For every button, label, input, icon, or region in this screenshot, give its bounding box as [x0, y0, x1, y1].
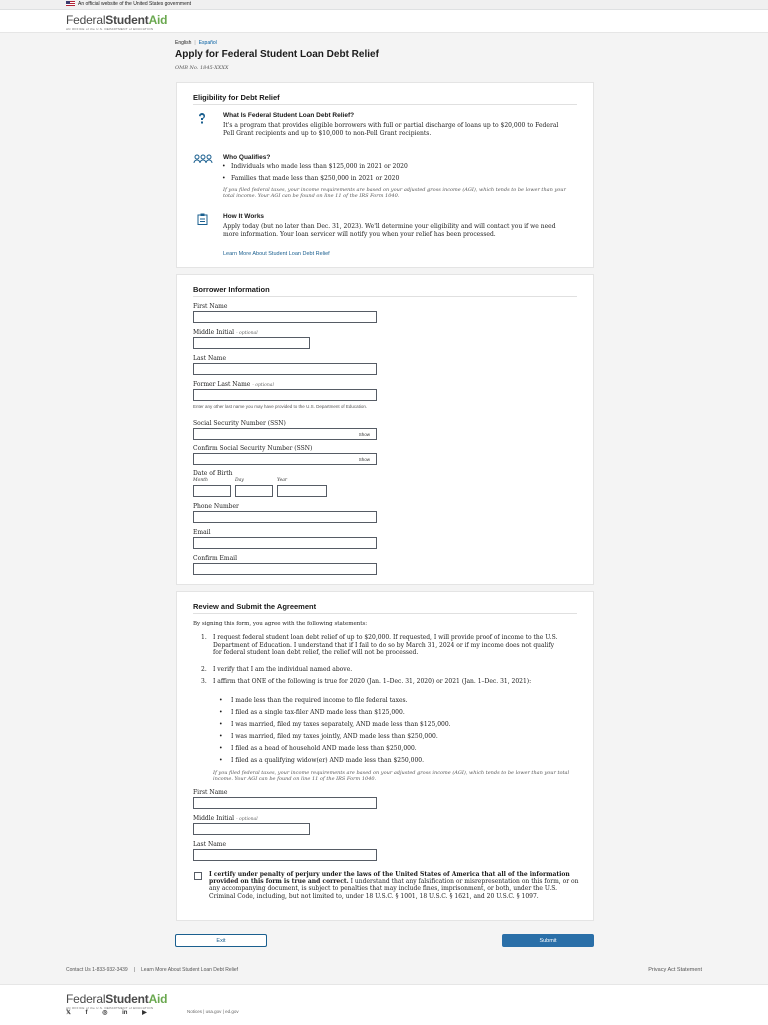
how-heading: How It Works: [223, 213, 265, 220]
review-note: If you filed federal taxes, your income requirements are based on your adjusted gross income (AGI), which tends to be lower than your total income. Your AGI can be found on line 11 of the IRS Form 1040.: [213, 770, 570, 782]
sign-last-name-input[interactable]: [193, 849, 377, 861]
clipboard-icon: [195, 213, 209, 225]
email-input[interactable]: [193, 537, 377, 549]
youtube-icon[interactable]: ▶: [142, 1010, 147, 1016]
year-input[interactable]: [277, 485, 327, 497]
logo-subtitle: AN OFFICE of the U.S. DEPARTMENT of EDUCATION: [66, 27, 154, 31]
affirm-item: • I filed as a single tax-filer AND made less than $125,000.: [231, 709, 405, 716]
linkedin-icon[interactable]: in: [122, 1010, 128, 1016]
footer-logo-subtitle: AN OFFICE of the U.S. DEPARTMENT of EDUCATION: [66, 1006, 154, 1010]
review-card: [176, 591, 594, 921]
ssn-input[interactable]: [193, 428, 377, 440]
footer-learn-link[interactable]: Learn More About Student Loan Debt Relief: [141, 967, 239, 973]
review-intro: By signing this form, you agree with the following statements:: [193, 621, 368, 627]
ssn-label: Social Security Number (SSN): [193, 420, 286, 427]
statement-3: 3. I affirm that ONE of the following is true for 2020 (Jan. 1–Dec. 31, 2020) or 2021 (Jan. 1–Dec. 31, 2021):: [201, 678, 532, 685]
who-item: • Individuals who made less than $125,000 in 2021 or 2020: [231, 163, 408, 170]
email-label: Email: [193, 529, 211, 536]
confirm-ssn-label: Confirm Social Security Number (SSN): [193, 445, 313, 452]
social-links: [66, 1009, 160, 1016]
how-text: Apply today (but no later than Dec. 31, 2023). We'll determine your eligibility and will contact you if we need more information. Your loan servicer will notify you when your relief has been processed.: [223, 223, 556, 238]
affirm-item: • I filed as a head of household AND made less than $250,000.: [231, 745, 417, 752]
question-icon: [195, 112, 209, 124]
dob-label: Date of Birth: [193, 470, 233, 477]
month-label: Month: [193, 478, 208, 483]
borrower-title: Borrower Information: [193, 285, 270, 294]
former-last-name-label: Former Last Name - optional: [193, 381, 274, 388]
last-name-label: Last Name: [193, 355, 227, 362]
footer-legal[interactable]: Notices | usa.gov | ed.gov: [187, 1009, 239, 1014]
borrower-card: [176, 274, 594, 585]
divider: [193, 104, 577, 105]
language-switcher: English | Español: [175, 40, 217, 46]
omb-number: OMB No. 1845-XXXX: [175, 65, 229, 71]
eligibility-title: Eligibility for Debt Relief: [193, 93, 280, 102]
eligibility-card: [176, 82, 594, 268]
lang-spanish[interactable]: Español: [198, 40, 217, 46]
contact-link[interactable]: Contact Us 1-833-932-3439: [66, 967, 128, 973]
review-title: Review and Submit the Agreement: [193, 602, 317, 611]
year-label: Year: [277, 478, 288, 483]
affirm-item: • I was married, filed my taxes separately, AND made less than $125,000.: [231, 721, 451, 728]
footer-links: Contact Us 1-833-932-3439 | Learn More About Student Loan Debt Relief: [66, 967, 239, 973]
phone-label: Phone Number: [193, 503, 239, 510]
statement-1: 1. I request federal student loan debt relief of up to $20,000. If requested, I will provide proof of income to the U.S. Department of Education. I understand that if I fail to do so by March 31, 2024 or if my income does not qualify for federal student loan debt relief, the relief will not be processed.: [201, 634, 558, 656]
gov-banner: [0, 0, 768, 10]
sign-middle-initial-label: Middle Initial - optional: [193, 815, 258, 822]
sign-last-name-label: Last Name: [193, 841, 227, 848]
certify-text: I certify under penalty of perjury under the laws of the United States of America that all of the information provided on this form is true and correct. I understand that any falsification or misrepresentation on this form, or on any accompanying document, is subject to penalties that may include fines, imprisonment, or both, under the U.S. Criminal Code, including, but not limited to, under 18 U.S.C. § 1001, 18 U.S.C. § 1621, and 20 U.S.C. § 1097.: [209, 871, 579, 900]
confirm-email-label: Confirm Email: [193, 555, 238, 562]
day-label: Day: [235, 478, 244, 483]
gov-banner-text: An official website of the United States government: [78, 1, 192, 7]
submit-button[interactable]: Submit: [502, 934, 594, 947]
page-title: Apply for Federal Student Loan Debt Relief: [175, 49, 379, 60]
divider: [193, 296, 577, 297]
instagram-icon[interactable]: ◎: [102, 1010, 108, 1016]
phone-input[interactable]: [193, 511, 377, 523]
fsa-footer-logo[interactable]: FederalStudentAid: [66, 992, 168, 1006]
affirm-item: • I was married, filed my taxes jointly, AND made less than $250,000.: [231, 733, 438, 740]
affirm-item: • I filed as a qualifying widow(er) AND made less than $250,000.: [231, 757, 424, 764]
learn-more-link[interactable]: Learn More About Student Loan Debt Relief: [223, 251, 330, 257]
month-input[interactable]: [193, 485, 231, 497]
confirm-email-input[interactable]: [193, 563, 377, 575]
facebook-icon[interactable]: f: [85, 1010, 88, 1016]
what-heading: What Is Federal Student Loan Debt Relief?: [223, 112, 355, 119]
former-last-name-input[interactable]: [193, 389, 377, 401]
site-header: [0, 10, 768, 33]
confirm-ssn-input[interactable]: [193, 453, 377, 465]
confirm-ssn-show-toggle[interactable]: Show: [358, 457, 370, 462]
last-name-input[interactable]: [193, 363, 377, 375]
who-note: If you filed federal taxes, your income requirements are based on your adjusted gross income (AGI), which tends to be lower than your total income. Your AGI can be found on line 11 of the IRS Form 1040.: [223, 187, 566, 199]
ssn-show-toggle[interactable]: Show: [358, 432, 370, 437]
twitter-icon[interactable]: 𝕏: [66, 1010, 71, 1016]
people-icon: [193, 154, 213, 166]
sign-first-name-label: First Name: [193, 789, 228, 796]
certify-checkbox[interactable]: [194, 872, 202, 880]
sign-middle-initial-input[interactable]: [193, 823, 310, 835]
us-flag-icon: [66, 1, 75, 6]
divider: [193, 613, 577, 614]
affirm-item: • I made less than the required income to file federal taxes.: [231, 697, 408, 704]
statement-2: 2. I verify that I am the individual named above.: [201, 666, 353, 673]
who-item: • Families that made less than $250,000 in 2021 or 2020: [231, 175, 399, 182]
middle-initial-input[interactable]: [193, 337, 310, 349]
site-footer: [0, 984, 768, 1025]
fsa-logo[interactable]: FederalStudentAid: [66, 13, 168, 27]
who-heading: Who Qualifies?: [223, 154, 271, 161]
exit-button[interactable]: Exit: [175, 934, 267, 947]
sign-first-name-input[interactable]: [193, 797, 377, 809]
privacy-link[interactable]: Privacy Act Statement: [648, 967, 702, 973]
lang-english[interactable]: English: [175, 40, 192, 46]
middle-initial-label: Middle Initial - optional: [193, 329, 258, 336]
former-last-name-hint: Enter any other last name you may have provided to the U.S. Department of Education.: [193, 404, 368, 409]
first-name-input[interactable]: [193, 311, 377, 323]
day-input[interactable]: [235, 485, 273, 497]
first-name-label: First Name: [193, 303, 228, 310]
what-text: It's a program that provides eligible borrowers with full or partial discharge of loans up to $20,000 to Federal Pell Grant recipients and up to $10,000 to non-Pell Grant recipients.: [223, 122, 559, 137]
